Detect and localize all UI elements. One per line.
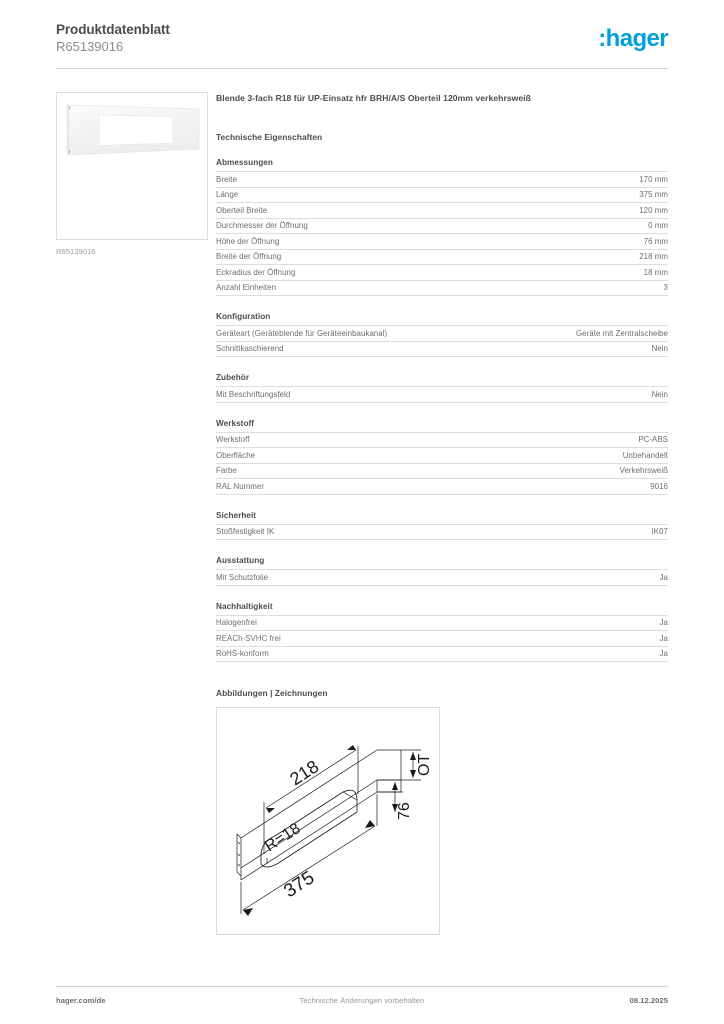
- table-row: [216, 326, 668, 342]
- spec-value: Verkehrsweiß: [442, 463, 668, 479]
- spec-table: [216, 171, 668, 296]
- spec-table: [216, 432, 668, 495]
- spec-group-title: Werkstoff: [216, 418, 255, 428]
- footer-disclaimer: Technische Änderungen vorbehalten: [299, 996, 425, 1005]
- footer-date: 08.12.2025: [629, 996, 668, 1005]
- footer-website[interactable]: hager.com/de: [56, 996, 106, 1005]
- spec-key: Mit Schutzfolie: [216, 570, 442, 586]
- spec-value: 170 mm: [442, 172, 668, 188]
- spec-table: [216, 569, 668, 586]
- spec-value: Ja: [442, 631, 668, 647]
- spec-key: Geräteart (Geräteblende für Geräteeinbaukanal): [216, 326, 442, 342]
- table-row: [216, 341, 668, 357]
- page-title: Produktdatenblatt: [56, 22, 170, 37]
- spec-key: Halogenfrei: [216, 615, 442, 631]
- product-plate-illustration: [57, 93, 208, 240]
- spec-group-title: Ausstattung: [216, 556, 265, 565]
- spec-value: 120 mm: [442, 203, 668, 219]
- spec-value: 76 mm: [442, 234, 668, 250]
- table-row: [216, 387, 668, 403]
- dimension-label-opening-height: 76: [396, 802, 413, 820]
- spec-key: Breite der Öffnung: [216, 249, 442, 265]
- spec-value: Nein: [442, 341, 668, 357]
- spec-value: Ja: [442, 646, 668, 662]
- spec-key: Stoßfestigkeit IK: [216, 524, 442, 540]
- table-row: [216, 218, 668, 234]
- product-name: Blende 3-fach R18 für UP-Einsatz hfr BRH/A/S Oberteil 120mm verkehrsweiß: [216, 93, 531, 103]
- spec-key: Farbe: [216, 463, 442, 479]
- spec-key: RoHS-konform: [216, 646, 442, 662]
- spec-group-title: Abmessungen: [216, 158, 273, 167]
- spec-value: IK07: [442, 524, 668, 540]
- technical-drawing: [217, 708, 439, 934]
- spec-key: Schnittkaschierend: [216, 341, 442, 357]
- spec-value: 375 mm: [442, 187, 668, 203]
- spec-value: 0 mm: [442, 218, 668, 234]
- spec-key: Breite: [216, 172, 442, 188]
- spec-key: Anzahl Einheiten: [216, 280, 442, 296]
- header-divider: [56, 68, 668, 69]
- spec-value: Geräte mit Zentralscheibe: [442, 326, 668, 342]
- spec-group: [216, 602, 668, 663]
- dimension-label-top-part: OT: [416, 753, 433, 776]
- spec-key: Eckradius der Öffnung: [216, 265, 442, 281]
- dimension-label-opening-width: 218: [286, 756, 323, 790]
- page-header: [56, 22, 668, 68]
- spec-value: Ja: [442, 615, 668, 631]
- spec-group: [216, 373, 668, 403]
- dimension-label-length: 375: [280, 867, 319, 903]
- spec-group: [216, 419, 668, 495]
- spec-value: Ja: [442, 570, 668, 586]
- product-reference: R65139016: [56, 39, 124, 54]
- drawings-heading: Abbildungen | Zeichnungen: [216, 688, 328, 698]
- spec-key: Mit Beschriftungsfeld: [216, 387, 442, 403]
- spec-group-title: Nachhaltigkeit: [216, 601, 273, 611]
- spec-value: 18 mm: [442, 265, 668, 281]
- spec-value: Nein: [442, 387, 668, 403]
- table-row: [216, 203, 668, 219]
- spec-groups: [216, 158, 668, 662]
- spec-value: 9016: [442, 479, 668, 495]
- spec-key: Oberteil Breite: [216, 203, 442, 219]
- product-image-caption: R65139016: [56, 247, 96, 256]
- table-row: [216, 646, 668, 662]
- product-image-frame: [56, 92, 208, 240]
- product-figure: [56, 92, 208, 256]
- spec-value: PC-ABS: [442, 432, 668, 448]
- table-row: [216, 265, 668, 281]
- footer-divider: [56, 986, 668, 987]
- technical-properties-heading: Technische Eigenschaften: [216, 132, 323, 142]
- table-row: [216, 631, 668, 647]
- table-row: [216, 479, 668, 495]
- table-row: [216, 615, 668, 631]
- dimension-label-corner-radius: R=18: [261, 820, 304, 856]
- spec-table: [216, 524, 668, 541]
- spec-key: REACh-SVHC frei: [216, 631, 442, 647]
- table-row: [216, 432, 668, 448]
- spec-group: [216, 511, 668, 541]
- technical-drawing-frame: [216, 707, 440, 935]
- spec-group: [216, 556, 668, 586]
- table-row: [216, 172, 668, 188]
- spec-key: Werkstoff: [216, 432, 442, 448]
- header-titles: [56, 22, 170, 55]
- spec-value: Unbehandelt: [442, 448, 668, 464]
- spec-key: Durchmesser der Öffnung: [216, 218, 442, 234]
- table-row: [216, 234, 668, 250]
- spec-group: [216, 158, 668, 296]
- spec-group-title: Sicherheit: [216, 510, 257, 520]
- spec-key: RAL Nummer: [216, 479, 442, 495]
- spec-group-title: Konfiguration: [216, 312, 271, 321]
- page-footer: [56, 996, 668, 1005]
- table-row: [216, 463, 668, 479]
- hager-logo: :hager: [598, 25, 668, 52]
- spec-table: [216, 615, 668, 663]
- spec-value: 218 mm: [442, 249, 668, 265]
- table-row: [216, 280, 668, 296]
- table-row: [216, 524, 668, 540]
- spec-table: [216, 325, 668, 357]
- table-row: [216, 249, 668, 265]
- spec-group-title: Zubehör: [216, 373, 250, 382]
- table-row: [216, 187, 668, 203]
- spec-content: [216, 92, 668, 935]
- spec-value: 3: [442, 280, 668, 296]
- spec-key: Höhe der Öffnung: [216, 234, 442, 250]
- spec-key: Länge: [216, 187, 442, 203]
- spec-table: [216, 386, 668, 403]
- table-row: [216, 570, 668, 586]
- spec-key: Oberfläche: [216, 448, 442, 464]
- table-row: [216, 448, 668, 464]
- spec-group: [216, 312, 668, 357]
